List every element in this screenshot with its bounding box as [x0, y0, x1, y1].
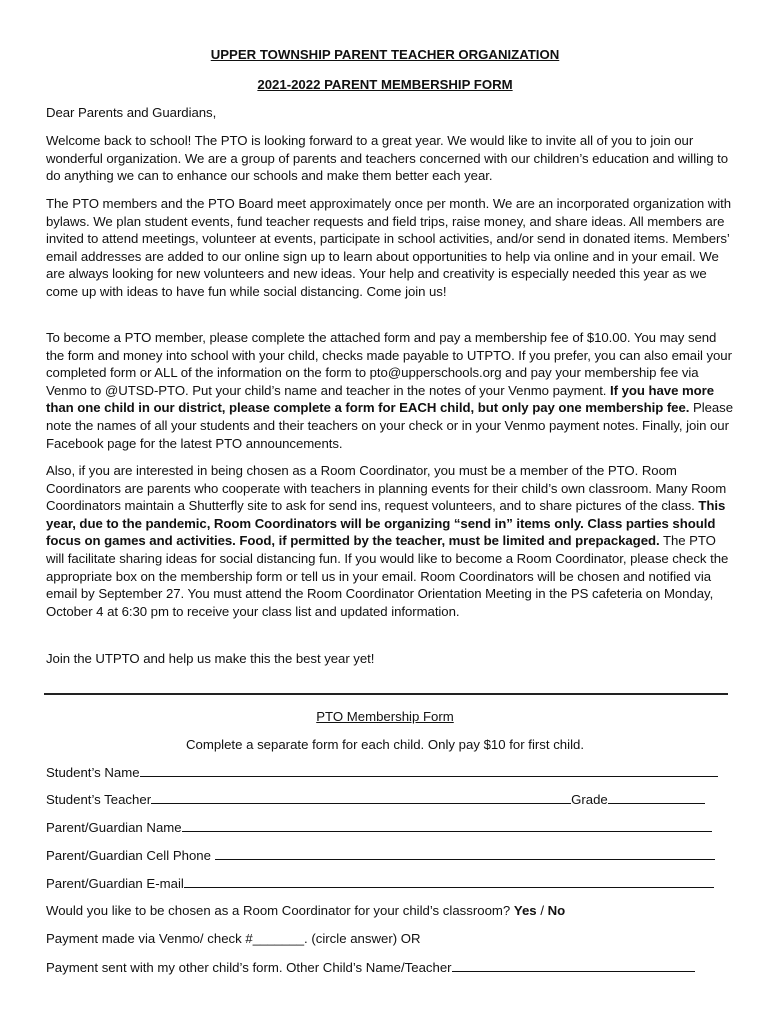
- paragraph-membership: [46, 329, 736, 452]
- grade-label: Grade: [571, 792, 608, 807]
- other-child-row: [46, 959, 695, 975]
- membership-text-b: Please note the names of all your students and their teachers on your check or in your Venmo payment notes. Finally, join our Facebook page for the latest PTO announcements.: [46, 400, 733, 451]
- membership-bold-note: If you have more than one child in our district, please complete a form for EACH child, but only pay one membership fee.: [46, 382, 715, 416]
- room-coordinator-question: Would you like to be chosen as a Room Coordinator for your child’s classroom?: [46, 903, 511, 918]
- room-coord-bold-note: This year, due to the pandemic, Room Coordinators will be organizing “send in” items only. Class parties should focus on games and activities. Food, if permitted by the teacher, must be limited and prepackaged.: [46, 498, 726, 549]
- payment-label: Payment made via Venmo/ check #_______. (circle answer) OR: [46, 931, 421, 946]
- room-coord-text-b: The PTO will facilitate sharing ideas for social distancing fun. If you would like to become a Room Coordinator, please check the appropriate box on the membership form or tell us in your email. Room Coordinators will be chosen and notified via email by September 27. You must attend the Room Coordinator Orientation Meeting in the PS cafeteria on Monday, October 4 at 6:30 pm to receive your class list and updated information.: [46, 533, 729, 619]
- paragraph-welcome: Welcome back to school! The PTO is looking forward to a great year. We would like to invite all of you to join our wonderful organization. We are a group of parents and teachers concerned with our children’s education and willing to do anything we can to enhance our schools and make them better each year.: [46, 133, 729, 184]
- other-child-field[interactable]: [452, 959, 695, 972]
- section-divider: [44, 693, 728, 695]
- membership-text-a: To become a PTO member, please complete the attached form and pay a membership fee of $10.00. You may send the form and money into school with your child, checks made payable to UTPTO. If you prefer, you can also email your completed form or ALL of the information on the form to pto@upperschools.org and pay your membership fee via Venmo to @UTSD-PTO. Put your child’s name and teacher in the notes of your Venmo payment.: [46, 330, 732, 398]
- membership-form-title: PTO Membership Form: [316, 709, 454, 724]
- parent-email-row: [46, 875, 714, 891]
- parent-phone-label: Parent/Guardian Cell Phone: [46, 848, 211, 863]
- yes-no-separator: /: [536, 903, 548, 918]
- org-title: UPPER TOWNSHIP PARENT TEACHER ORGANIZATION: [210, 47, 560, 62]
- grade-field[interactable]: [608, 791, 705, 804]
- student-teacher-label: Student’s Teacher: [46, 792, 152, 807]
- no-option[interactable]: No: [547, 903, 566, 918]
- parent-name-label: Parent/Guardian Name: [46, 820, 182, 835]
- paragraph-room-coordinator: [46, 462, 736, 620]
- student-name-label: Student’s Name: [46, 765, 140, 780]
- parent-name-row: [46, 819, 712, 835]
- yes-option[interactable]: Yes: [513, 903, 537, 918]
- membership-form-subtitle: Complete a separate form for each child. Only pay $10 for first child.: [185, 737, 584, 752]
- parent-phone-field[interactable]: [215, 847, 715, 860]
- student-name-row: [46, 764, 718, 780]
- payment-row: [46, 931, 421, 946]
- other-child-label: Payment sent with my other child’s form. Other Child’s Name/Teacher: [46, 960, 452, 975]
- parent-phone-row: [46, 847, 715, 863]
- student-teacher-field[interactable]: [151, 791, 571, 804]
- student-name-field[interactable]: [140, 764, 718, 777]
- closing-line: Join the UTPTO and help us make this the best year yet!: [46, 651, 375, 666]
- paragraph-meetings: The PTO members and the PTO Board meet approximately once per month. We are an incorporated organization with bylaws. We plan student events, fund teacher requests and field trips, raise money, and share ideas. All members are invited to attend meetings, volunteer at events, participate in school activities, and/or send in donated items. Members’ email addresses are added to our online sign up to learn about opportunities to help via online and in your email. We are always looking for new volunteers and new ideas. Your help and creativity is especially needed this year as we come up with ideas to have fun while social distancing. Come join us!: [46, 196, 732, 299]
- parent-name-field[interactable]: [182, 819, 712, 832]
- student-teacher-row: [46, 791, 705, 807]
- greeting: Dear Parents and Guardians,: [46, 105, 217, 120]
- room-coord-text-a: Also, if you are interested in being chosen as a Room Coordinator, you must be a member of the PTO. Room Coordinators are parents who cooperate with teachers in planning events for their child’s own classroom. Many Room Coordinators maintain a Shutterfly site to ask for send ins, request volunteers, and to share pictures of the class.: [46, 463, 727, 514]
- parent-email-label: Parent/Guardian E-mail: [46, 876, 184, 891]
- room-coordinator-row: [46, 903, 565, 918]
- form-year-title: 2021-2022 PARENT MEMBERSHIP FORM: [257, 77, 513, 92]
- parent-email-field[interactable]: [184, 875, 714, 888]
